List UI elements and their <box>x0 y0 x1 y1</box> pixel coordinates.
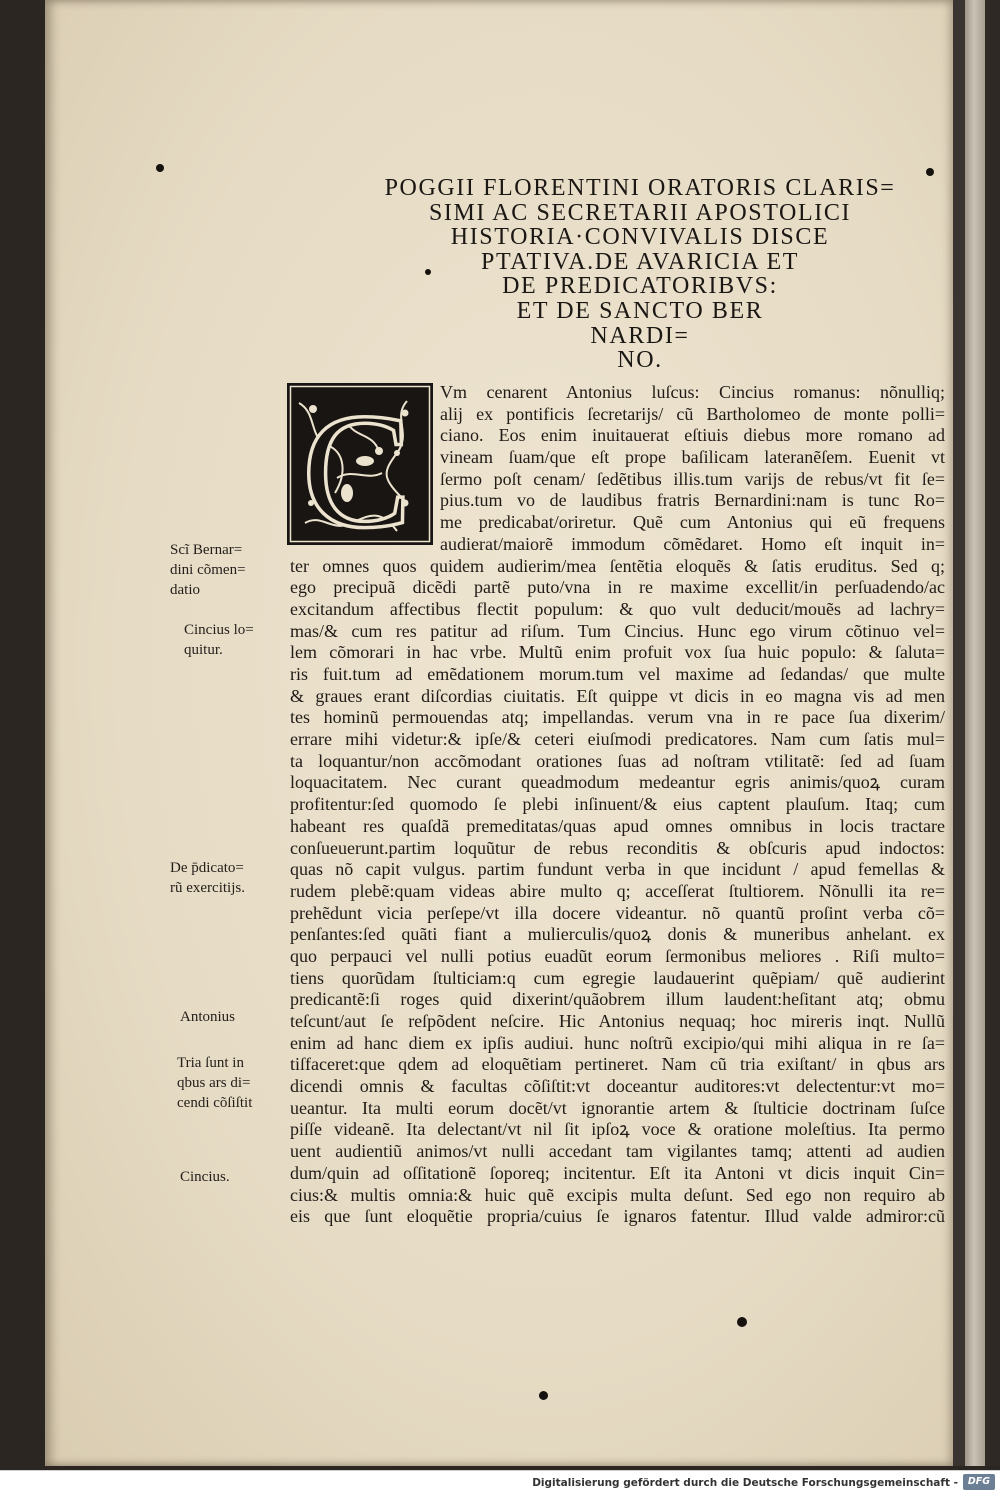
text-line: piſſe videanẽ. Ita delectant/vt nil ſit ipſoꝝ voce & oratione moleſtius. Ita permo <box>290 1119 945 1140</box>
text-line: conſueuerunt.partim loquũtur de rebus reconditis & obſcuris apud indoctos: <box>290 837 945 858</box>
title-line: ET DE SANCTO BER <box>516 298 764 324</box>
text-line: excitandum affectibus flectit populum: & quo vult deducit/mouẽs ad lachry= <box>290 598 945 619</box>
text-line: dicendi omnis & facultas cõſiſtit:vt doceantur auditores:vt delectentur:vt mo= <box>290 1076 945 1097</box>
text-line: predicantẽ:ſi roges quid dixerint/quãobrem illum laudent:heſitant atq; obmu <box>290 989 945 1010</box>
margin-note <box>177 1053 297 1113</box>
text-line: quo perpauci vel nulli potius euadũt eorum ſermonibus meliores . Riſi multo= <box>290 945 945 966</box>
text-line: ueantur. Ita multi eorum docẽt/vt ignorantie artem & ſtulticie doctrinam ſuſce <box>290 1097 945 1118</box>
ink-dot <box>926 168 934 176</box>
margin-note-line: Cincius. <box>180 1169 230 1185</box>
margin-note-line: qbus ars di= <box>177 1075 251 1091</box>
title-line: NO. <box>617 348 663 373</box>
text-line: cius:& multis omnia:& huic quẽ excipis multa deſunt. Sed ego non requiro ab <box>290 1184 945 1205</box>
text-line: teſcunt/aut ſe reſpõdent neſcire. Hic Antonius nequaq; hoc mireris inqt. Nullũ <box>290 1011 945 1032</box>
margin-note-line: De p̄dicato= <box>170 860 244 876</box>
margin-note <box>180 1167 300 1187</box>
binding-shadow <box>953 0 965 1466</box>
text-line: mas/& cum res patitur ad riſum. Tum Cincius. Hunc ego virum cõtinuo vel= <box>290 620 945 641</box>
text-line: lem cõmorari in hac vrbe. Multũ enim profuit vox ſua huic populo: & ſaluta= <box>290 642 945 663</box>
text-line: pius.tum vo de laudibus fratris Bernardini:nam is tunc Ro= <box>440 490 945 511</box>
text-line: ter omnes quos quidem audierim/mea ſentẽtia eloquẽs & ſatis eruditus. Sed q; <box>290 555 945 576</box>
margin-note-line: quitur. <box>184 642 223 658</box>
binding-outer <box>985 0 1000 1466</box>
text-line: quas nõ capit vulgus. partim fundunt verba in que incidunt / apud femellas & <box>290 859 945 880</box>
text-line: vineam ſuam/que eſt prope baſilicam lateranẽſem. Euenit vt <box>440 447 945 468</box>
text-line: ta loquantur/non accõmodant orationes ſuas ad noſtram vtilitatẽ: ſed ad ſuam <box>290 750 945 771</box>
body-text-beside-initial <box>440 382 945 556</box>
text-line: enim ad hanc diem ex ipſis audiui. hunc noſtrũ excipio/qui mihi aliqua in re ſa= <box>290 1032 945 1053</box>
text-line: & graues erant diſcordias ciuitatis. Eſt quippe vt dicis in eo magna vis ad men <box>290 685 945 706</box>
title-line: HISTORIA·CONVIVALIS DISCE <box>450 225 830 250</box>
text-line: penſantes:ſed quãti fiant a mulierculis/quoꝝ donis & muneribus anhelant. ex <box>290 924 945 945</box>
text-line: ciano. Eos enim inuitauerat eſtiuis diebus more romano ad <box>440 425 945 446</box>
text-line: ego precipuã dicẽdi partẽ puto/vna in re maxime excellit/in perſuadendo/ac <box>290 577 945 598</box>
text-line: rudem plebẽ:quam videas abire multo q; acceſſerat ſtultiorem. Nõnulli ita re= <box>290 880 945 901</box>
decorated-initial <box>287 383 433 545</box>
page-title <box>330 176 950 373</box>
text-line: eis que ſunt eloquẽtie propria/cuius ſe ignaros fatentur. Illud valde admiror:cũ <box>290 1206 945 1227</box>
page-edges <box>965 0 985 1466</box>
text-line: ſermo poſt cenam/ ſedẽtibus illis.tum varijs de rebus/vt fit ſe= <box>440 468 945 489</box>
initial-letter: C <box>301 383 413 545</box>
margin-note-line: Tria ſunt in <box>177 1055 244 1071</box>
margin-note <box>184 620 304 660</box>
funding-credit: Digitalisierung gefördert durch die Deutsche Forschungsgemeinschaft - <box>532 1477 958 1489</box>
digitization-footer <box>0 1470 1000 1494</box>
title-line: NARDI= <box>590 323 690 349</box>
title-line: POGGII FLORENTINI ORATORIS CLARIS= <box>384 176 896 201</box>
margin-note <box>170 540 290 600</box>
text-line: prehẽdunt vicia perſepe/vt illa docere videantur. nõ quantũ proſint verba cõ= <box>290 902 945 923</box>
text-line: dum/quin ad oſſitationẽ ſoporeq; incitentur. Eſt ita Antoni vt dicis inquit Cin= <box>290 1162 945 1183</box>
title-line: DE PREDICATORIBVS: <box>502 274 778 299</box>
text-line: tiens quorũdam ſtulticiam:q cum egregie laudauerint quẽpiam/ quẽ audierint <box>290 967 945 988</box>
ink-dot <box>737 1317 747 1327</box>
text-line: ris fuit.tum ad emẽdationem morum.tum vel maxime ad ſedandas/ que multe <box>290 664 945 685</box>
margin-note-line: rũ exercitijs. <box>170 880 245 896</box>
text-line: Vm cenarent Antonius luſcus: Cincius romanus: nõnulliq; <box>440 382 945 402</box>
text-line: me predicabat/oriretur. Quẽ cum Antonius qui eũ frequens <box>440 512 945 533</box>
dfg-logo[interactable]: DFG <box>963 1474 995 1490</box>
title-line: PTATIVA.DE AVARICIA ET <box>481 249 799 275</box>
margin-note-line: dini cõmen= <box>170 562 246 578</box>
body-text <box>290 556 945 1228</box>
margin-note-line: Antonius <box>180 1009 236 1025</box>
text-line: tiſfaceret:que qdem ad eloquẽtiam pertineret. Nam cũ tria exiſtant/ in qbus ars <box>290 1054 945 1075</box>
margin-note <box>180 1007 300 1027</box>
text-line: audierat/maiorẽ immodum cõmẽdaret. Homo eſt inquit in= <box>440 533 945 554</box>
text-line: profitentur:ſed quomodo ſe plebi inſinuent/& eius captent plauſum. Itaq; cum <box>290 794 945 815</box>
text-line: errare mihi videtur:& ipſe/& ceteri eiuſmodi predicatores. Nam cum ſatis mul= <box>290 729 945 750</box>
ink-dot <box>539 1391 548 1400</box>
text-line: alij ex pontificis ſecretarijs/ cũ Bartholomeo de monte polli= <box>440 403 945 424</box>
margin-note-line: datio <box>170 582 200 598</box>
margin-note <box>170 858 290 898</box>
margin-note-line: Scĩ Bernar= <box>170 542 243 558</box>
title-line: SIMI AC SECRETARII APOSTOLICI <box>428 200 852 226</box>
text-line: habeant res quaſdã premeditatas/quas apud omnes omnibus in locis tractare <box>290 815 945 836</box>
margin-note-line: cendi cõſiſtit <box>177 1095 253 1111</box>
text-line: tes hominũ permouendas atq; impellandas. verum vna in re pace ſua dixerim/ <box>290 707 945 728</box>
margin-note-line: Cincius lo= <box>184 622 254 638</box>
ink-dot <box>156 164 164 172</box>
text-line: loquacitatem. Nec curant queadmodum medeantur egris animis/quoꝝ curam <box>290 772 945 793</box>
text-line: uent audientiũ animos/vt nulli accedant tam vigilantes tamq; attenti ad audien <box>290 1141 945 1162</box>
